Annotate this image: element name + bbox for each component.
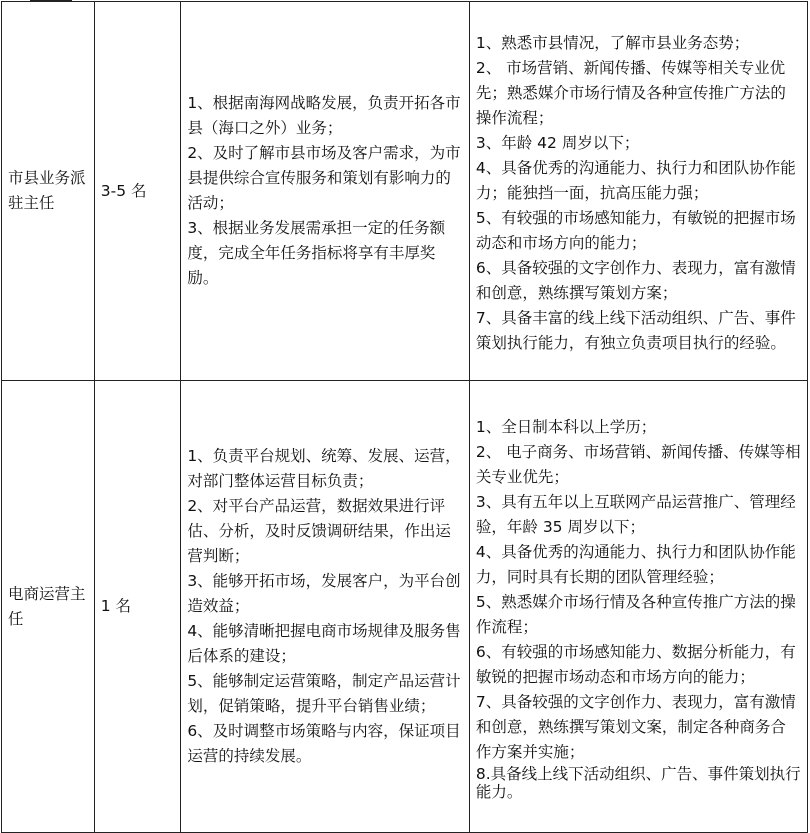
duty-item: 3、能够开拓市场，发展客户，为平台创造效益；	[187, 572, 461, 615]
requirement-item: 6、有较强的市场感知能力、数据分析能力，有敏锐的把握市场动态和市场方向的能力；	[475, 642, 796, 686]
requirement-item: 2、 电子商务、市场营销、新闻传播、传媒等相关专业优先；	[475, 442, 801, 486]
requirement-item: 3、具有五年以上互联网产品运营推广、管理经验，年龄 35 周岁以下；	[475, 492, 796, 536]
requirement-item: 4、具备优秀的沟通能力、执行力和团队协作能力；能独挡一面，抗高压能力强；	[475, 159, 796, 202]
requirement-item: 7、具备较强的文字创作力、表现力，富有激情和创意，熟练撰写策划文案，制定各种商务合作方案并实施；	[475, 692, 796, 761]
job-duties	[181, 2, 470, 381]
duty-item: 5、能够制定运营策略，制定产品运营计划，促销策略，提升平台销售业绩；	[187, 672, 461, 715]
duty-item: 3、根据业务发展需承担一定的任务额度，完成全年任务指标将享有丰厚奖励。	[187, 219, 446, 287]
duty-item: 2、及时了解市县市场及客户需求，为市县提供综合宣传服务和策划有影响力的活动；	[187, 144, 461, 212]
requirement-item: 3、年龄 42 周岁以下；	[475, 134, 640, 152]
requirement-item: 6、具备较强的文字创作力、表现力，富有激情和创意，熟练撰写策划方案；	[475, 259, 796, 302]
duty-item: 4、能够清晰把握电商市场规律及服务售后体系的建设；	[187, 622, 461, 665]
job-requirements	[469, 381, 807, 833]
requirement-item: 4、具备优秀的沟通能力、执行力和团队协作能力，同时具有长期的团队管理经验；	[475, 542, 796, 586]
job-duties	[181, 381, 470, 833]
headcount: 3-5 名	[94, 2, 181, 381]
requirement-item: 2、 市场营销、新闻传播、传媒等相关专业优先；熟悉媒介市场行情及各种宣传推广方法的操作流程；	[475, 59, 786, 127]
job-title: 电商运营主任	[2, 381, 95, 833]
duty-item: 2、对平台产品运营，数据效果进行评估、分析，及时反馈调研结果，作出运营判断；	[187, 497, 451, 565]
headcount: 1 名	[94, 381, 181, 833]
table-row	[2, 381, 808, 833]
duty-item: 1、根据南海网战略发展，负责开拓各市县（海口之外）业务；	[187, 94, 461, 137]
table-row	[2, 2, 808, 381]
requirement-item: 7、具备丰富的线上线下活动组织、广告、事件策划执行能力，有独立负责项目执行的经验。	[475, 309, 796, 352]
requirement-item: 1、熟悉市县情况，了解市县业务态势；	[475, 34, 750, 52]
job-requirements	[469, 2, 807, 381]
duty-item: 1、负责平台规划、统筹、发展、运营，对部门整体运营目标负责；	[187, 447, 461, 490]
requirement-item: 1、全日制本科以上学历；	[475, 417, 657, 436]
requirement-item: 8.具备线上线下活动组织、广告、事件策划执行能力。	[475, 764, 801, 801]
job-table	[1, 1, 808, 833]
job-title: 市县业务派驻主任	[2, 2, 95, 381]
requirement-item: 5、有较强的市场感知能力，有敏锐的把握市场动态和市场方向的能力；	[475, 209, 796, 252]
requirement-item: 5、熟悉媒介市场行情及各种宣传推广方法的操作流程；	[475, 592, 796, 636]
duty-item: 6、及时调整市场策略与内容，保证项目运营的持续发展。	[187, 722, 461, 765]
